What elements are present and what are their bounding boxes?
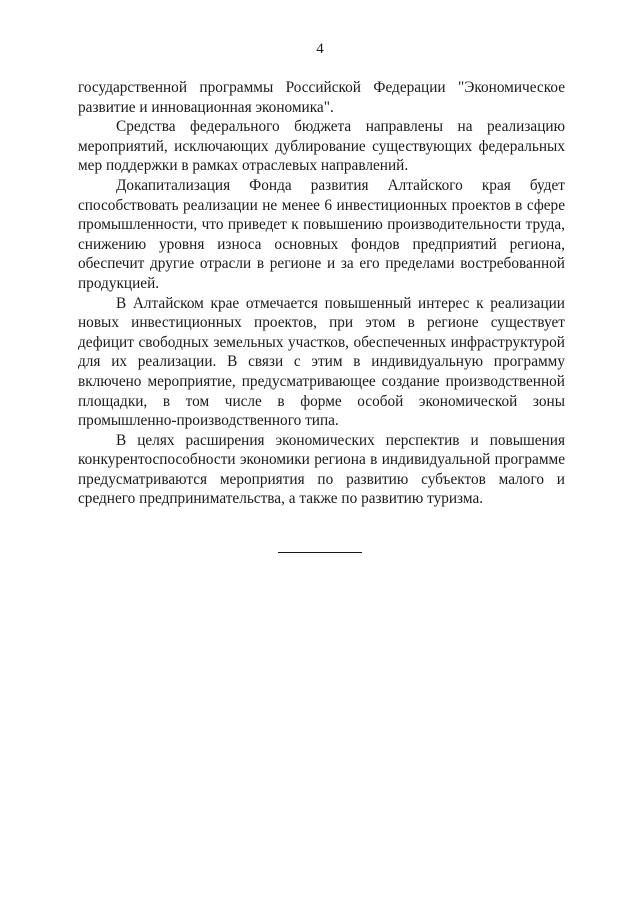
paragraph-federal-budget: Средства федерального бюджета направлены на реализацию мероприятий, исключающих дублирование существующих федеральных мер поддержки в рамках отраслевых направлений.	[78, 118, 565, 175]
page-number: 4	[316, 41, 324, 57]
paragraph-continuation: государственной программы Российской Федерации "Экономическое развитие и инновационная экономика".	[78, 79, 565, 116]
paragraph-fund-recapitalization: Докапитализация Фонда развития Алтайского края будет способствовать реализации не менее 6 инвестиционных проектов в сфере промышленности, что приведет к повышению производительности труда, снижению уровня износа основных фондов предприятий региона, обеспечит другие отрасли в регионе и за его пределами востребованной продукцией.	[78, 176, 565, 292]
paragraph-economic-prospects: В целях расширения экономических перспектив и повышения конкурентоспособности экономики региона в индивидуальной программе предусматриваются мероприятия по развитию субъектов малого и среднего предпринимательства, а также по развитию туризма.	[78, 431, 565, 508]
body-text	[78, 78, 565, 509]
end-of-text-divider	[278, 552, 362, 553]
paragraph-investment-projects: В Алтайском крае отмечается повышенный интерес к реализации новых инвестиционных проектов, при этом в регионе существует дефицит свободных земельных участков, обеспеченных инфраструктурой для их реализации. В связи с этим в индивидуальную программу включено мероприятие, предусматривающее создание производственной площадки, в том числе в форме особой экономической зоны промышленно-производственного типа.	[78, 294, 565, 430]
